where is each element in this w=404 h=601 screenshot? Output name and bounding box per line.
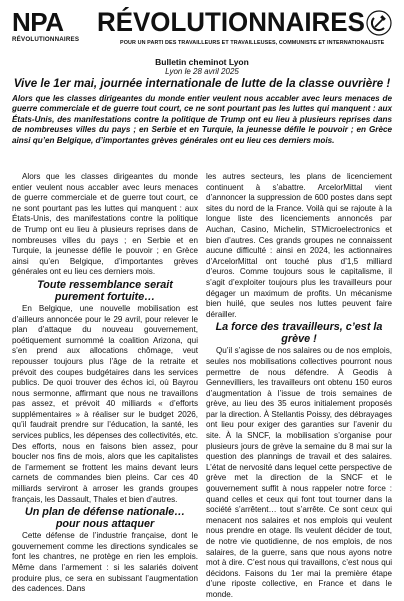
left-paragraph-3: Cette défense de l’industrie française, dont le gouvernement comme les directions syndicales se font les chantres, ne protège en rien les emplois. Même dans l’armement : si les salariés doivent produire plus, ce sera en subissant l’augmentation des cadences. Dans xyxy=(12,531,198,594)
right-heading-1: La force des travailleurs, c’est la grève ! xyxy=(215,321,383,346)
right-paragraph-2: Qu’il s’agisse de nos salaires ou de nos emplois, seules nos mobilisations collectives pourront nous permettre de nous défendre. À Geodis à Gennevilliers, les travailleurs ont obtenu 150 euros d’augmentation à l’issue de trois semaines de grève, au lieu des 35 euros initialement proposés par la direction. À Stellantis Poissy, des débrayages ont lieu pour exiger des garanties sur l’avenir du site. À la SNCF, la mobilisation s’organise pour plusieurs jours de grève la semaine du 8 mai sur la question des plannings de travail et des salaires. L’état de nervosité dans lequel cette perspective de grève met la direction de la SNCF et le gouvernement suffit à nous rappeler notre force : quand celles et ceux qui font tout tourner dans la société s’arrêtent… tout s’arrête. Ce sont ceux qui menacent nos salaires et nos emplois qui veulent nous prendre en otage. Ils veulent décider de tout, de notre vie quotidienne, de nos emplois, de nos salaires, de la guerre, sans que nous ayons notre mot à dire. C’est nous qui travaillons, c’est nous qui décidons. Faisons du 1er mai la première étape d’une riposte collective, en France et dans le monde. xyxy=(206,346,392,599)
npa-logo-subtitle: RÉVOLUTIONNAIRES xyxy=(12,36,80,43)
npa-logo: NPA xyxy=(12,7,64,37)
tagline: POUR UN PARTI DES TRAVAILLEURS ET TRAVAILLEUSES, COMMUNISTE ET INTERNATIONALISTE xyxy=(120,40,385,46)
left-heading-1: Toute ressemblance serait purement fortuite… xyxy=(37,278,173,303)
bulletin-date: Lyon le 28 avril 2025 xyxy=(165,67,239,76)
lead-paragraph: Alors que les classes dirigeantes du monde entier veulent nous accabler avec leurs menaces de guerre commerciale et de guerre tout court, ce ne sont pourtant pas les luttes qui manquent : aux États-Unis, des manifestations contre la politique de Trump ont eu lieu à plusieurs reprises dans de nombreuses villes du pays ; en Serbie et en Turquie, la jeunesse défile le pouvoir ; en Grèce ainsi qu’en Belgique, d’importantes grèves générales ont eu lieu ces derniers mois. xyxy=(12,94,392,145)
left-paragraph-2: En Belgique, une nouvelle mobilisation est d’ailleurs annoncée pour le 29 avril, pour relever le plan d’attaque du nouveau gouvernement, poétiquement surnommé la coalition Arizona, qui s’en prend aux allocations chômage, veut repousser toujours plus l’âge de la retraite et prévoit des coupes budgétaires dans les services publics. De quoi trouver des échos ici, où Bayrou nous sermonne, affirmant que nous ne travaillons pas assez, et prévoit 40 milliards « d’efforts supplémentaires » à réaliser sur le budget 2026, qu’il faudrait prendre sur l’éducation, la santé, les services publics, les dépenses des collectivités, etc. Des efforts, nous en faisons bien assez, pour boucler nos fins de mois, alors que les capitalistes de l’armement se frottent les mains devant leurs carnets de commandes bien pleins. Car ces 40 milliards serviront à arroser les grands groupes français, les Dassault, Thales et bien d’autres. xyxy=(12,303,198,504)
masthead xyxy=(12,9,392,57)
left-heading-2: Un plan de défense nationale… pour nous attaquer xyxy=(24,506,186,531)
article-columns xyxy=(12,172,392,599)
right-paragraph-1: les autres secteurs, les plans de licenciement continuent à s’abattre. ArcelorMittal vient d’annoncer la suppression de 600 postes dans sept sites du nord de la France. Voilà qui se rajoute à la longue liste des licenciements annoncés par Auchan, Casino, Michelin, STMicroelectronics et bien d’autres. Ces grands groupes ne connaissent aucune difficulté : ainsi en 2024, les actionnaires d’ArcelorMittal ont touché plus d’1,5 milliard d’euros. Comme toujours sous le capitalisme, il s’agit d’exploiter toujours plus les travailleurs pour dégager un maximum de profits. Un mécanisme bien huilé, que seules nos luttes peuvent faire dérailler. xyxy=(206,172,392,319)
newspaper-title: RÉVOLUTIONNAIRES xyxy=(97,7,365,37)
right-column xyxy=(206,172,392,599)
hammer-sickle-icon xyxy=(366,10,392,36)
left-column xyxy=(12,172,198,594)
main-headline: Vive le 1er mai, journée internationale de lutte de la classe ouvrière ! xyxy=(13,77,391,90)
bulletin-name: Bulletin cheminot Lyon xyxy=(155,57,249,67)
left-paragraph-1: Alors que les classes dirigeantes du monde entier veulent nous accabler avec leurs menaces de guerre commerciale et de guerre tout court, ce ne sont pourtant pas les luttes qui manquent : aux États-Unis, des manifestations contre la politique de Trump ont eu lieu à plusieurs reprises dans de nombreuses villes du pays ; en Serbie et en Turquie, la jeunesse défile le pouvoir ; en Grèce ainsi qu’en Belgique, d’importantes grèves générales ont eu lieu ces derniers mois. xyxy=(12,172,198,277)
